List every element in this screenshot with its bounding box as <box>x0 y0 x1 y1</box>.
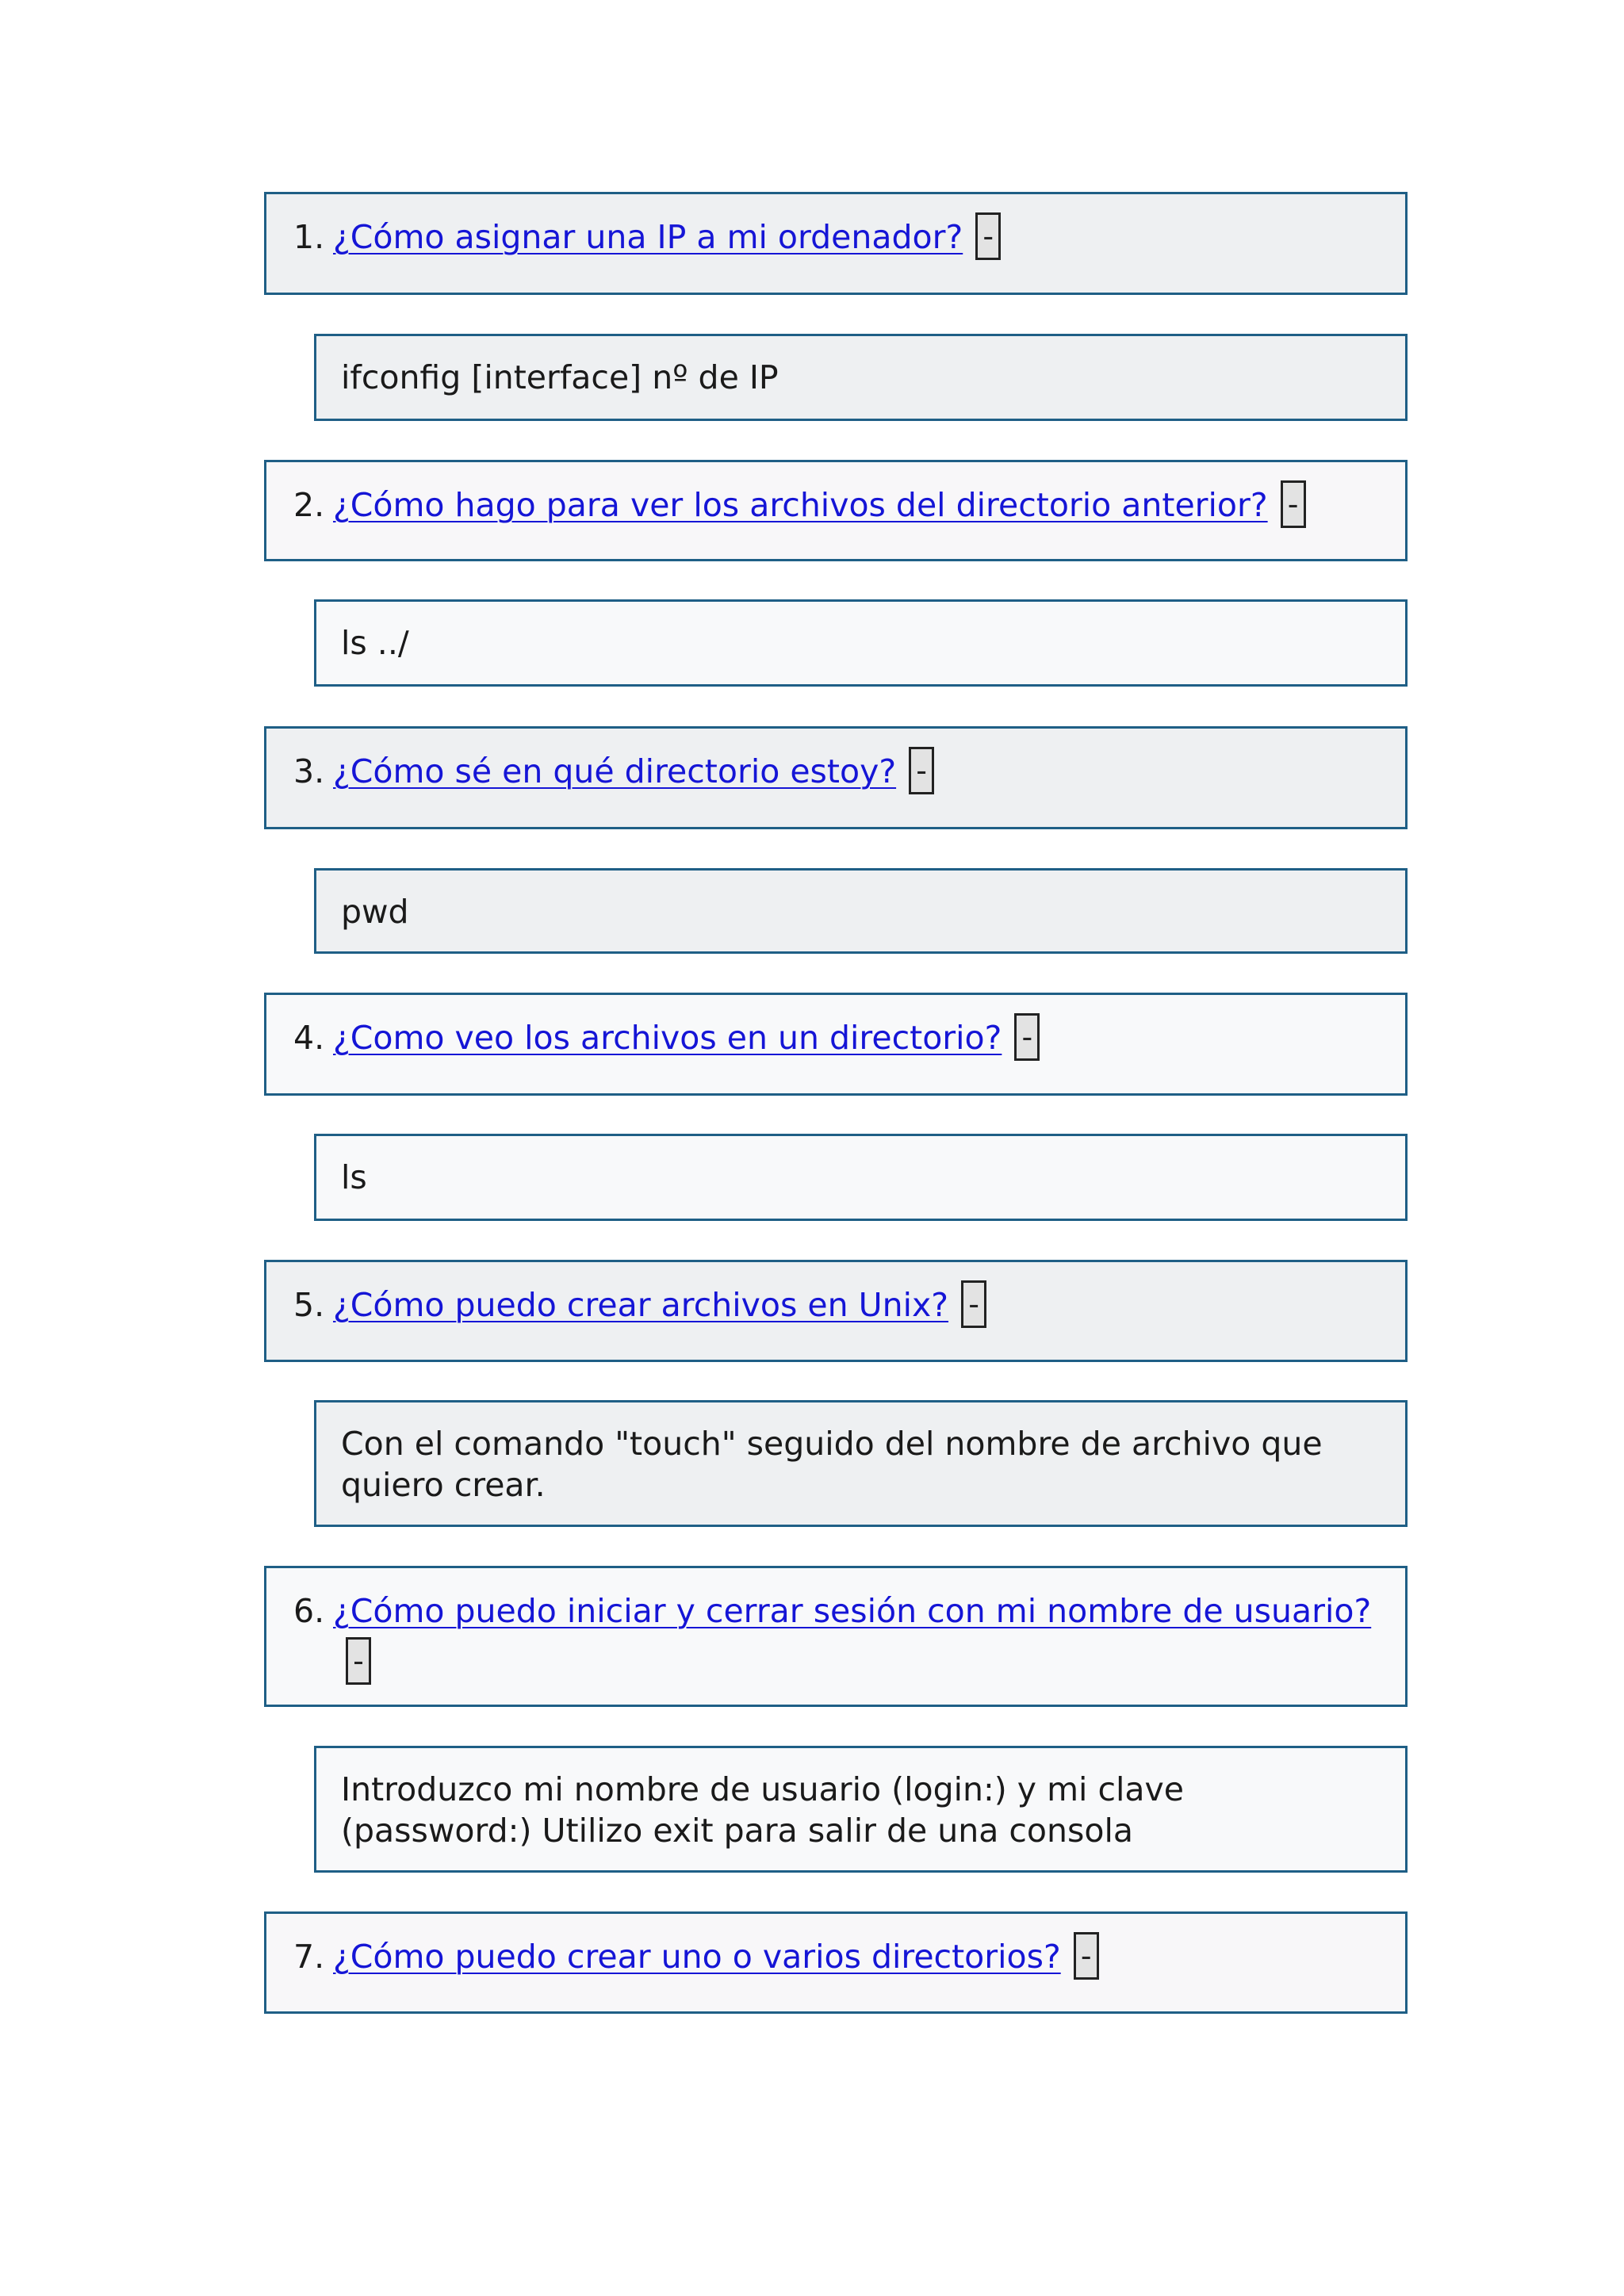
faq-answer-2 <box>314 599 1408 687</box>
faq-question-4 <box>264 993 1408 1096</box>
collapse-toggle-button[interactable]: - <box>1281 480 1306 528</box>
question-number: 5. <box>293 1286 325 1324</box>
answer-text: Con el comando "touch" seguido del nombre de archivo que quiero crear. <box>341 1425 1323 1504</box>
faq-answer-4 <box>314 1134 1408 1221</box>
answer-text: ifconfig [interface] nº de IP <box>341 358 779 396</box>
question-link[interactable]: ¿Cómo puedo iniciar y cerrar sesión con mi nombre de usuario? <box>333 1592 1372 1630</box>
answer-text: pwd <box>341 893 409 931</box>
question-number: 1. <box>293 218 325 256</box>
question-link[interactable]: ¿Cómo asignar una IP a mi ordenador? <box>333 218 963 256</box>
faq-answer-3 <box>314 868 1408 954</box>
answer-text: ls <box>341 1158 367 1196</box>
answer-text: ls ../ <box>341 624 409 662</box>
question-number: 3. <box>293 752 325 790</box>
faq-answer-5 <box>314 1400 1408 1527</box>
faq-question-3 <box>264 726 1408 829</box>
faq-question-1 <box>264 192 1408 295</box>
answer-text: Introduzco mi nombre de usuario (login:) y mi clave (password:) Utilizo exit para salir de una consola <box>341 1770 1185 1850</box>
question-link[interactable]: ¿Cómo sé en qué directorio estoy? <box>333 752 897 790</box>
question-number: 6. <box>293 1592 325 1630</box>
collapse-toggle-button[interactable]: - <box>346 1637 371 1685</box>
collapse-toggle-button[interactable]: - <box>961 1280 986 1328</box>
question-link[interactable]: ¿Como veo los archivos en un directorio? <box>333 1019 1002 1057</box>
faq-answer-1 <box>314 334 1408 421</box>
collapse-toggle-button[interactable]: - <box>1014 1013 1040 1061</box>
faq-question-5 <box>264 1260 1408 1362</box>
question-number: 2. <box>293 486 325 524</box>
faq-answer-6 <box>314 1746 1408 1873</box>
question-link[interactable]: ¿Cómo puedo crear archivos en Unix? <box>333 1286 949 1324</box>
collapse-toggle-button[interactable]: - <box>975 212 1001 260</box>
collapse-toggle-button[interactable]: - <box>1074 1932 1099 1980</box>
faq-question-2 <box>264 460 1408 561</box>
question-link[interactable]: ¿Cómo puedo crear uno o varios directorios? <box>333 1938 1061 1976</box>
faq-question-6 <box>264 1566 1408 1707</box>
collapse-toggle-button[interactable]: - <box>909 747 934 794</box>
question-number: 4. <box>293 1019 325 1057</box>
question-link[interactable]: ¿Cómo hago para ver los archivos del directorio anterior? <box>333 486 1268 524</box>
faq-question-7 <box>264 1911 1408 2014</box>
question-number: 7. <box>293 1938 325 1976</box>
